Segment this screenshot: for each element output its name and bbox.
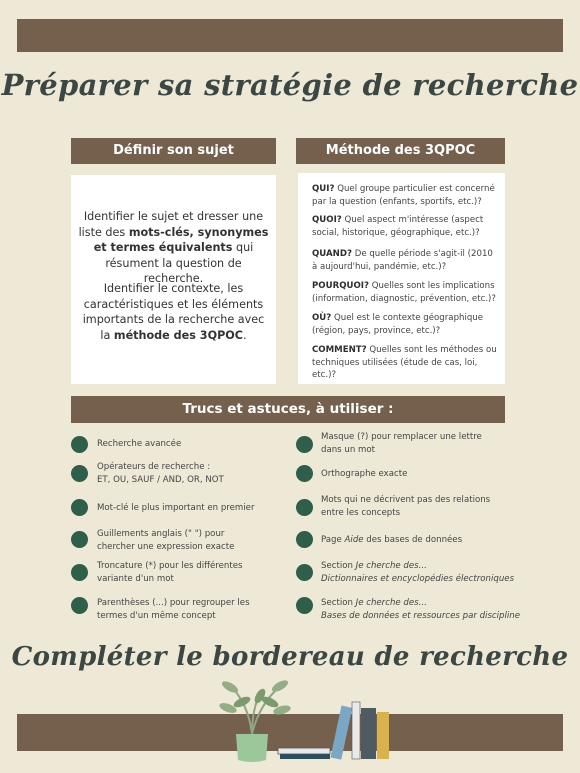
bullet-dot xyxy=(71,436,88,453)
tip-words-no-relation: Mots qui ne décrivent pas des relations entre les concepts xyxy=(321,495,491,518)
bullet-dot xyxy=(296,465,313,482)
tip-exact-spelling: Orthographe exacte xyxy=(321,469,408,479)
page-title: Préparer sa stratégie de recherche xyxy=(1,68,579,102)
plant-books-illustration xyxy=(200,672,400,767)
tip-section-databases: Section Je cherche des... Bases de données et ressources par discipline xyxy=(321,598,521,621)
bullet-dot xyxy=(296,597,313,614)
bottom-title: Compléter le bordereau de recherche xyxy=(11,642,569,672)
tip-section-dictionaries: Section Je cherche des... Dictionnaires et encyclopédies électroniques xyxy=(321,561,515,584)
bullet-dot xyxy=(71,465,88,482)
tip-mask: Masque (?) pour remplacer une lettre dans un mot xyxy=(321,432,482,455)
tip-advanced-search: Recherche avancée xyxy=(97,439,182,449)
3qpoc-item-comment: COMMENT? Quelles sont les méthodes ou techniques utilisées (étude de cas, loi, etc.)? xyxy=(312,345,497,380)
tip-parentheses: Parenthèses (...) pour regrouper les termes d'un même concept xyxy=(97,598,250,621)
3qpoc-item-pourquoi: POURQUOI? Quelles sont les implications (information, diagnostic, prévention, etc.)? xyxy=(312,281,496,304)
bullet-dot xyxy=(71,564,88,581)
bullet-dot xyxy=(71,499,88,516)
tip-operators: Opérateurs de recherche : ET, OU, SAUF / AND, OR, NOT xyxy=(97,462,224,485)
books-icon xyxy=(278,702,389,760)
3qpoc-header: Méthode des 3QPOC xyxy=(296,138,505,164)
bullet-dot xyxy=(71,531,88,548)
bullet-dot xyxy=(296,564,313,581)
define-subject-paragraph-2: Identifier le contexte, les caractéristiques et les éléments importants de la recherche avec la méthode des 3QPOC. xyxy=(82,282,265,342)
tip-help-page: Page Aide des bases de données xyxy=(321,535,463,545)
tip-keyword-first: Mot-clé le plus important en premier xyxy=(97,503,255,513)
bullet-dot xyxy=(71,597,88,614)
3qpoc-item-ou: OÙ? Quel est le contexte géographique (région, pays, province, etc.)? xyxy=(312,313,484,336)
define-subject-paragraph-1: Identifier le sujet et dresser une liste des mots-clés, synonymes et termes équivalents qui résument la question de recherche. xyxy=(78,210,269,285)
3qpoc-item-qui: QUI? Quel groupe particulier est concerné par la question (enfants, sportifs, etc.)? xyxy=(312,184,495,207)
bullet-dot xyxy=(296,436,313,453)
define-subject-header: Définir son sujet xyxy=(71,138,276,164)
3qpoc-item-quand: QUAND? De quelle période s'agit-il (2010 à aujourd'hui, pandémie, etc.)? xyxy=(312,249,493,272)
tip-quotes: Guillements anglais (" ") pour chercher une expression exacte xyxy=(97,529,235,552)
bullet-dot xyxy=(296,531,313,548)
tip-truncation: Troncature (*) pour les différentes variante d'un mot xyxy=(97,561,243,584)
bullet-dot xyxy=(296,499,313,516)
3qpoc-item-quoi: QUOI? Quel aspect m'intéresse (aspect social, historique, géographique, etc.)? xyxy=(312,215,484,238)
tips-header: Trucs et astuces, à utiliser : xyxy=(71,396,505,423)
top-banner xyxy=(17,19,563,52)
